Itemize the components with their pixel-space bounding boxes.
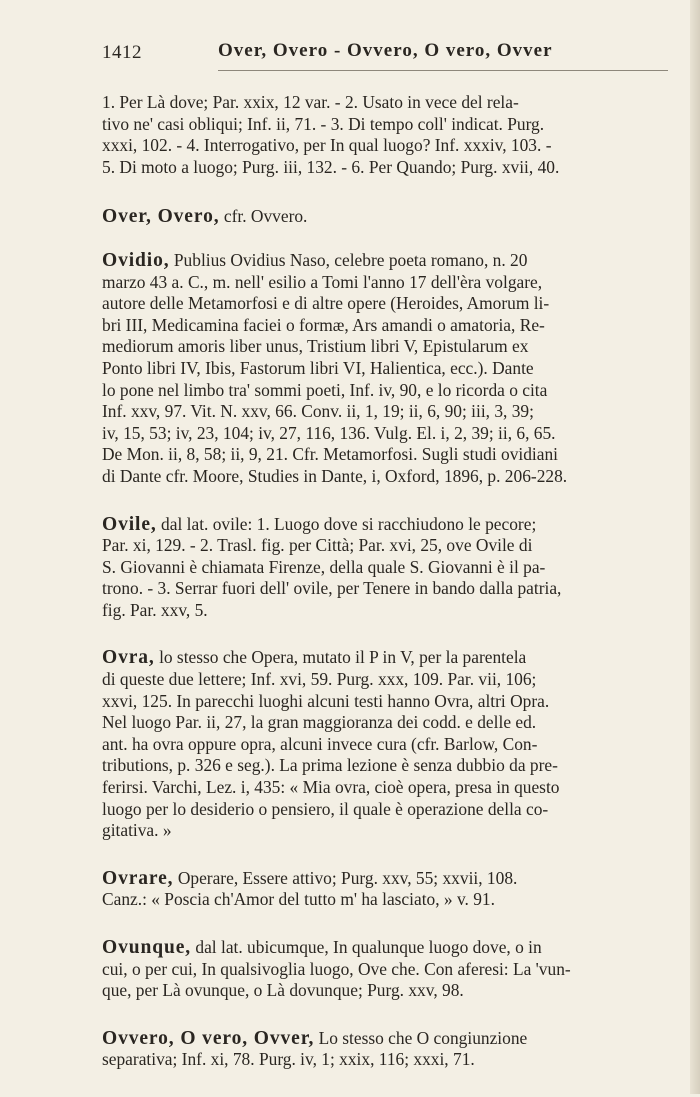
entry-headword: Ovra, <box>102 647 155 669</box>
text-line: De Mon. ii, 8, 58; ii, 9, 21. Cfr. Metamorfosi. Sugli studi ovidiani <box>102 444 559 465</box>
text-line: cfr. Ovvero. <box>223 206 308 227</box>
entry-continuation <box>102 92 667 178</box>
text-line: Par. xi, 129. - 2. Trasl. fig. per Città; Par. xvi, 25, ove Ovile di <box>102 535 533 556</box>
text-line: luogo per lo desiderio o pensiero, il quale è operazione della co- <box>102 798 549 819</box>
text-line: Canz.: « Poscia ch'Amor del tutto m' ha lasciato, » v. 91. <box>102 889 495 910</box>
text-line: bri III, Medicamina faciei o formæ, Ars amandi o amatoria, Re- <box>102 314 545 335</box>
text-line: xxvi, 125. In parecchi luoghi alcuni testi hanno Ovra, altri Opra. <box>102 690 550 711</box>
entry-headword: Ovvero, O vero, Ovver, <box>102 1027 315 1049</box>
text-line: Publius Ovidius Naso, celebre poeta romano, n. 20 <box>173 249 528 270</box>
page-number: 1412 <box>102 42 142 63</box>
text-line: tivo ne' casi obliqui; Inf. ii, 71. - 3. Di tempo coll' indicat. Purg. <box>102 113 545 134</box>
text-line: lo pone nel limbo tra' sommi poeti, Inf. iv, 90, e lo ricorda o cita <box>102 379 548 400</box>
entry-headword: Ovile, <box>102 513 157 535</box>
text-line: lo stesso che Opera, mutato il P in V, per la parentela <box>159 647 527 668</box>
entry-ovidio <box>102 250 667 488</box>
dictionary-body <box>102 92 667 1097</box>
entry-headword: Ovrare, <box>102 867 174 889</box>
text-line: iv, 15, 53; iv, 23, 104; iv, 27, 116, 136. Vulg. El. i, 2, 39; ii, 6, 65. <box>102 422 556 443</box>
entry-ovra <box>102 647 667 841</box>
running-head: Over, Overo - Ovvero, O vero, Ovver <box>218 40 553 61</box>
text-line: dal lat. ovile: 1. Luogo dove si racchiudono le pecore; <box>161 513 537 534</box>
entry-headword: Ovunque, <box>102 937 192 958</box>
text-line: fig. Par. xxv, 5. <box>102 599 208 620</box>
header-rule <box>218 70 668 71</box>
entry-headword: Over, Overo, <box>102 206 220 228</box>
text-line: Lo stesso che O congiunzione <box>318 1027 528 1048</box>
text-line: 5. Di moto a luogo; Purg. iii, 132. - 6. Per Quando; Purg. xvii, 40. <box>102 156 560 177</box>
text-line: marzo 43 a. C., m. nell' esilio a Tomi l'anno 17 dell'èra volgare, <box>102 271 543 292</box>
page-header <box>102 40 667 74</box>
text-line: tributions, p. 326 e seg.). La prima lezione è senza dubbio da pre- <box>102 755 558 776</box>
text-line: Ponto libri IV, Ibis, Fastorum libri VI, Halientica, ecc.). Dante <box>102 357 534 378</box>
text-line: Operare, Essere attivo; Purg. xxv, 55; xxvii, 108. <box>177 867 518 888</box>
text-line: Nel luogo Par. ii, 27, la gran maggioranza dei codd. e delle ed. <box>102 712 537 733</box>
text-line: que, per Là ovunque, o Là dovunque; Purg. xxv, 98. <box>102 980 464 1001</box>
text-line: dal lat. ubicumque, In qualunque luogo dove, o in <box>195 937 542 957</box>
text-line: Inf. xxv, 97. Vit. N. xxv, 66. Conv. ii, 1, 19; ii, 6, 90; iii, 3, 39; <box>102 401 534 422</box>
text-line: autore delle Metamorfosi e di altre opere (Heroides, Amorum li- <box>102 293 550 314</box>
text-line: cui, o per cui, In qualsivoglia luogo, Ove che. Con aferesi: La 'vun- <box>102 958 571 979</box>
entry-over-overo <box>102 206 667 228</box>
text-line: di Dante cfr. Moore, Studies in Dante, i, Oxford, 1896, p. 206-228. <box>102 465 568 486</box>
text-line: di queste due lettere; Inf. xvi, 59. Purg. xxx, 109. Par. vii, 106; <box>102 669 537 690</box>
entry-ovunque <box>102 937 667 1002</box>
text-line: trono. - 3. Serrar fuori dell' ovile, per Tenere in bando dalla patria, <box>102 578 562 599</box>
text-line: ferirsi. Varchi, Lez. i, 435: « Mia ovra, cioè opera, presa in questo <box>102 777 560 798</box>
text-line: gitativa. » <box>102 820 172 841</box>
entry-headword: Ovidio, <box>102 249 170 271</box>
text-line: ant. ha ovra oppure opra, alcuni invece cura (cfr. Barlow, Con- <box>102 733 538 754</box>
page-edge <box>690 0 700 1094</box>
text-line: separativa; Inf. xi, 78. Purg. iv, 1; xxix, 116; xxxi, 71. <box>102 1049 475 1070</box>
entry-ovvero <box>102 1028 667 1071</box>
text-line: S. Giovanni è chiamata Firenze, della quale S. Giovanni è il pa- <box>102 556 546 577</box>
text-line: xxxi, 102. - 4. Interrogativo, per In qual luogo? Inf. xxxiv, 103. - <box>102 135 552 156</box>
entry-ovrare <box>102 868 667 911</box>
entry-ovile <box>102 514 667 622</box>
text-line: 1. Per Là dove; Par. xxix, 12 var. - 2. Usato in vece del rela- <box>102 92 519 112</box>
text-line: mediorum amoris liber unus, Tristium libri V, Epistularum ex <box>102 336 529 357</box>
